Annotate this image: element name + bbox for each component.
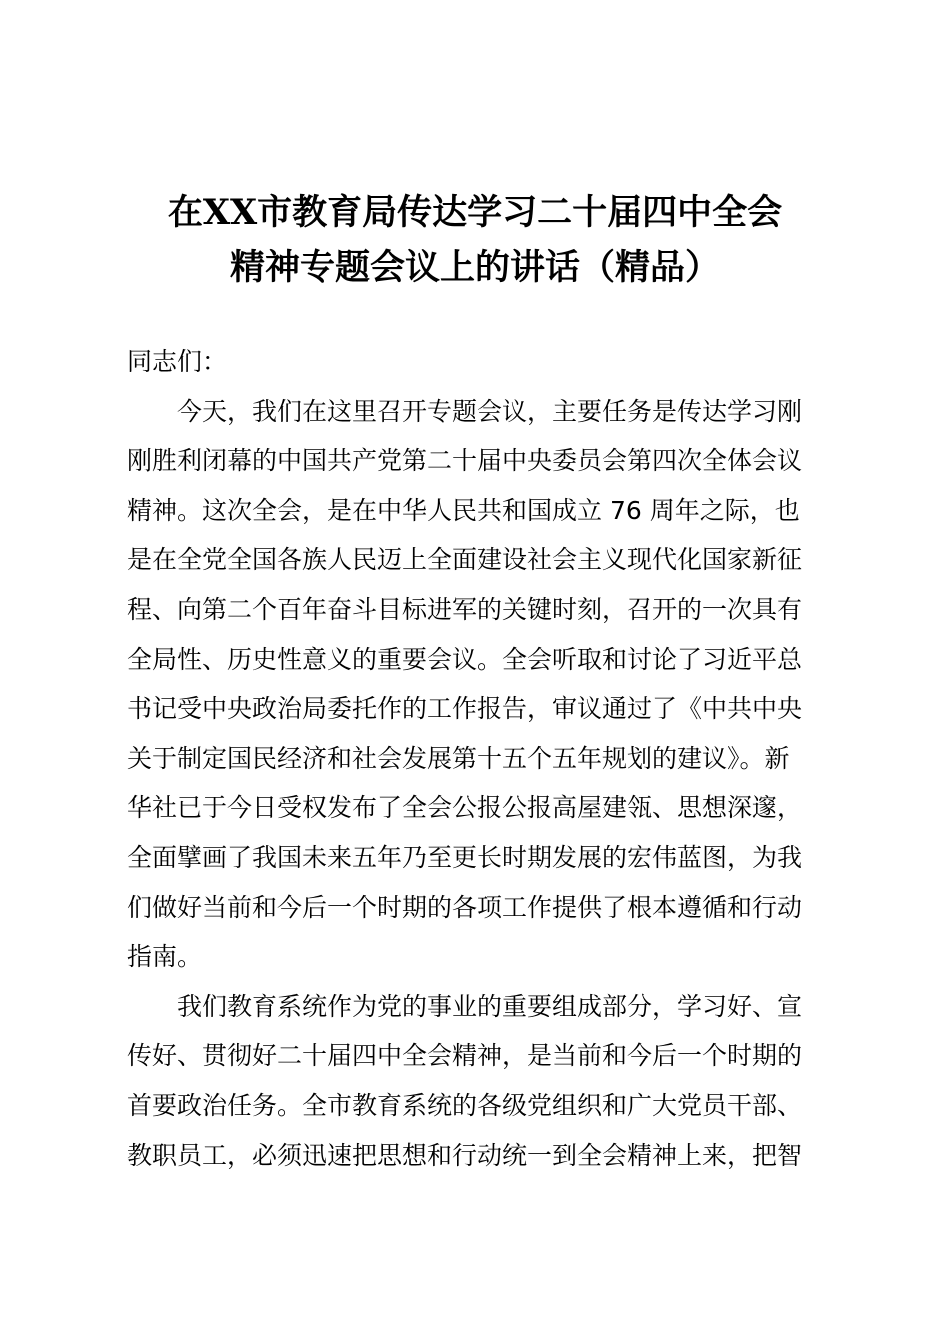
paragraph-line: 刚胜利闭幕的中国共产党第二十届中央委员会第四次全体会议 xyxy=(127,446,803,476)
paragraph-line: 华社已于今日受权发布了全会公报公报高屋建瓴、思想深邃， xyxy=(127,793,803,823)
paragraph-line: 教职员工，必须迅速把思想和行动统一到全会精神上来，把智 xyxy=(127,1140,803,1170)
title-line: 精神专题会议上的讲话（精品） xyxy=(229,247,720,288)
salutation: 同志们： xyxy=(127,347,228,376)
paragraph-line: 传好、贯彻好二十届四中全会精神，是当前和今后一个时期的 xyxy=(127,1041,803,1071)
paragraph-line: 们做好当前和今后一个时期的各项工作提供了根本遵循和行动 xyxy=(127,892,803,922)
paragraph-line: 指南。 xyxy=(127,942,203,972)
paragraph-line: 关于制定国民经济和社会发展第十五个五年规划的建议》。新 xyxy=(127,743,790,773)
paragraph xyxy=(127,387,827,982)
paragraph-line: 精神。这次全会，是在中华人民共和国成立 76 周年之际，也 xyxy=(127,495,800,525)
document-body xyxy=(127,337,827,1180)
document-title xyxy=(100,185,850,295)
paragraph-line: 今天，我们在这里召开专题会议，主要任务是传达学习刚 xyxy=(177,396,803,426)
paragraph-line: 书记受中央政治局委托作的工作报告，审议通过了《中共中央 xyxy=(127,694,803,724)
paragraph-line: 我们教育系统作为党的事业的重要组成部分，学习好、宣 xyxy=(177,991,803,1021)
paragraph-line: 全局性、历史性意义的重要会议。全会听取和讨论了习近平总 xyxy=(127,644,803,674)
paragraph-line: 程、向第二个百年奋斗目标进军的关键时刻，召开的一次具有 xyxy=(127,594,803,624)
paragraph-line: 全面擘画了我国未来五年乃至更长时期发展的宏伟蓝图，为我 xyxy=(127,842,803,872)
paragraph-line: 是在全党全国各族人民迈上全面建设社会主义现代化国家新征 xyxy=(127,545,803,575)
paragraph xyxy=(127,982,827,1180)
paragraph-line: 首要政治任务。全市教育系统的各级党组织和广大党员干部、 xyxy=(127,1090,803,1120)
title-line: 在XX市教育局传达学习二十届四中全会 xyxy=(167,192,783,233)
